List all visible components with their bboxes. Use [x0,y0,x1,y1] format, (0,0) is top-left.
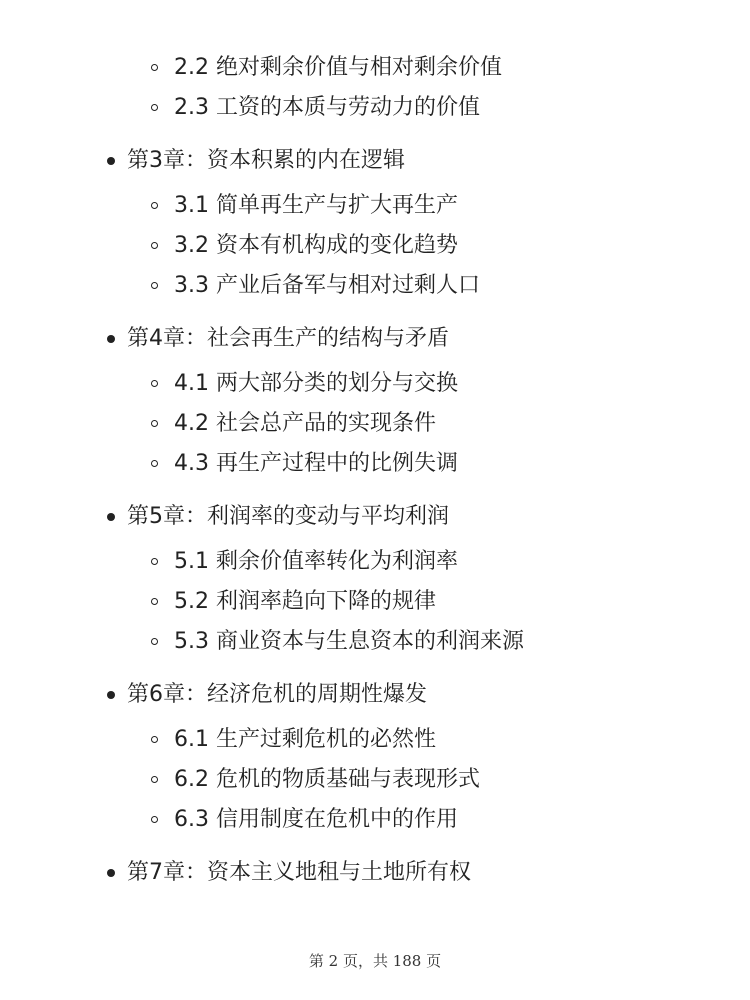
filled-circle-bullet-icon [107,157,115,165]
toc-chapter-item [0,496,750,542]
toc-chapter-title: 第6章：经济危机的周期性爆发 [127,682,427,707]
toc-section-item [0,404,750,444]
toc-chapter-title: 第3章：资本积累的内在逻辑 [127,148,405,173]
toc-section-label: 5.2 利润率趋向下降的规律 [174,589,436,614]
toc-section-item [0,720,750,760]
hollow-circle-bullet-icon [151,242,158,249]
hollow-circle-bullet-icon [151,558,158,565]
toc-section-item [0,226,750,266]
toc-section-item [0,622,750,662]
toc-section-label: 6.1 生产过剩危机的必然性 [174,727,436,752]
toc-section-item [0,186,750,226]
hollow-circle-bullet-icon [151,598,158,605]
toc-section-item [0,444,750,484]
table-of-contents [0,48,750,898]
toc-section-item [0,88,750,128]
toc-chapter-item [0,852,750,898]
hollow-circle-bullet-icon [151,736,158,743]
toc-section-label: 6.3 信用制度在危机中的作用 [174,807,458,832]
toc-section-item [0,800,750,840]
filled-circle-bullet-icon [107,869,115,877]
toc-section-item [0,760,750,800]
toc-section-label: 3.3 产业后备军与相对过剩人口 [174,273,480,298]
hollow-circle-bullet-icon [151,776,158,783]
hollow-circle-bullet-icon [151,202,158,209]
toc-section-label: 5.1 剩余价值率转化为利润率 [174,549,458,574]
toc-section-item [0,364,750,404]
hollow-circle-bullet-icon [151,104,158,111]
filled-circle-bullet-icon [107,691,115,699]
hollow-circle-bullet-icon [151,460,158,467]
toc-chapter-item [0,318,750,364]
hollow-circle-bullet-icon [151,816,158,823]
toc-section-item [0,582,750,622]
toc-section-label: 5.3 商业资本与生息资本的利润来源 [174,629,524,654]
toc-section-label: 6.2 危机的物质基础与表现形式 [174,767,480,792]
toc-section-label: 2.3 工资的本质与劳动力的价值 [174,95,480,120]
hollow-circle-bullet-icon [151,420,158,427]
hollow-circle-bullet-icon [151,64,158,71]
toc-section-label: 3.1 简单再生产与扩大再生产 [174,193,458,218]
toc-section-label: 2.2 绝对剩余价值与相对剩余价值 [174,55,502,80]
page-number-footer: 第 2 页，共 188 页 [308,952,442,970]
filled-circle-bullet-icon [107,335,115,343]
toc-chapter-title: 第7章：资本主义地租与土地所有权 [127,860,471,885]
toc-chapter-item [0,140,750,186]
toc-chapter-title: 第4章：社会再生产的结构与矛盾 [127,326,449,351]
filled-circle-bullet-icon [107,513,115,521]
toc-section-item [0,542,750,582]
toc-chapter-item [0,674,750,720]
toc-section-label: 4.1 两大部分类的划分与交换 [174,371,458,396]
hollow-circle-bullet-icon [151,282,158,289]
toc-section-label: 3.2 资本有机构成的变化趋势 [174,233,458,258]
hollow-circle-bullet-icon [151,638,158,645]
toc-section-label: 4.2 社会总产品的实现条件 [174,411,436,436]
hollow-circle-bullet-icon [151,380,158,387]
toc-section-item [0,48,750,88]
toc-chapter-title: 第5章：利润率的变动与平均利润 [127,504,449,529]
toc-section-item [0,266,750,306]
toc-section-label: 4.3 再生产过程中的比例失调 [174,451,458,476]
